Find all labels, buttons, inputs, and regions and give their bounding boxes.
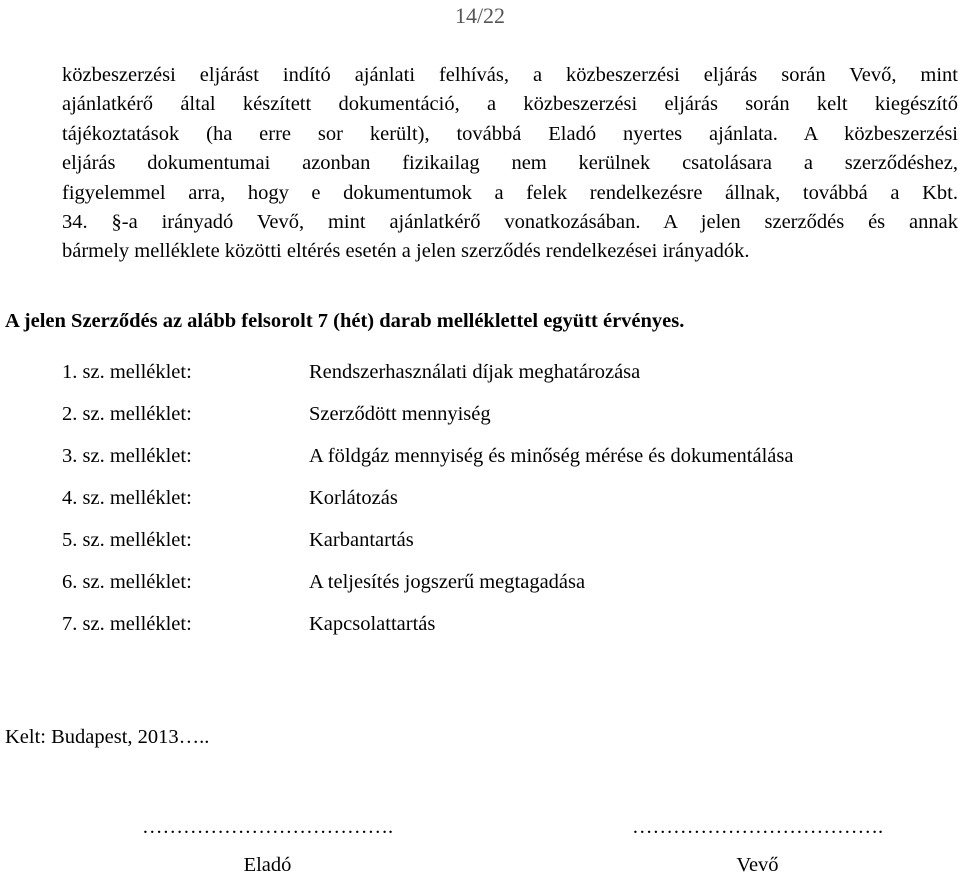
annex-title: Kapcsolattartás: [309, 613, 436, 635]
annex-title: Karbantartás: [309, 529, 414, 551]
annex-number: 6. sz. melléklet:: [62, 571, 192, 593]
annex-item: [62, 568, 942, 610]
seller-signature-block: [75, 813, 460, 879]
annex-title: A földgáz mennyiség és minőség mérése és dokumentálása: [309, 445, 794, 467]
paragraph-line: tájékoztatások (ha erre sor került), továbbá Eladó nyertes ajánlata. A közbeszerzési: [62, 122, 958, 145]
annex-item: [62, 484, 942, 526]
annex-item: [62, 526, 942, 568]
signatory-role: Eladó: [243, 854, 292, 876]
annex-number: 2. sz. melléklet:: [62, 403, 192, 425]
paragraph-line: közbeszerzési eljárást indító ajánlati felhívás, a közbeszerzési eljárás során Vevő, mint: [62, 64, 958, 86]
annex-title: Szerződött mennyiség: [309, 403, 491, 425]
signature-line: ……………………………….: [631, 816, 884, 838]
annex-item: [62, 442, 942, 484]
place-date: Kelt: Budapest, 2013…..: [5, 726, 210, 748]
paragraph-line: bármely melléklete közötti eltérés esetén a jelen szerződés rendelkezései irányadók.: [62, 240, 750, 263]
buyer-signature-block: [565, 813, 950, 879]
signatory-role: Vevő: [736, 854, 779, 876]
contract-paragraph: [62, 61, 958, 267]
annex-number: 7. sz. melléklet:: [62, 613, 192, 635]
annex-title: A teljesítés jogszerű megtagadása: [309, 571, 586, 593]
annex-number: 4. sz. melléklet:: [62, 487, 192, 509]
annex-heading: A jelen Szerződés az alább felsorolt 7 (hét) darab melléklettel együtt érvényes.: [5, 310, 685, 332]
paragraph-line: figyelemmel arra, hogy e dokumentumok a felek rendelkezésre állnak, továbbá a Kbt.: [62, 181, 958, 204]
annex-number: 1. sz. melléklet:: [62, 361, 192, 383]
annex-title: Rendszerhasználati díjak meghatározása: [309, 361, 641, 383]
annex-number: 5. sz. melléklet:: [62, 529, 192, 551]
annex-item: [62, 358, 942, 400]
page-number: 14/22: [454, 3, 506, 28]
annex-title: Korlátozás: [309, 487, 398, 509]
signature-line: ……………………………….: [141, 816, 394, 838]
annex-list: [62, 358, 942, 652]
paragraph-line: ajánlatkérő által készített dokumentáció, a közbeszerzési eljárás során kelt kiegészítő: [62, 93, 958, 116]
annex-item: [62, 400, 942, 442]
paragraph-line: 34. §-a irányadó Vevő, mint ajánlatkérő vonatkozásában. A jelen szerződés és annak: [62, 211, 958, 234]
paragraph-line: eljárás dokumentumai azonban fizikailag nem kerülnek csatolásara a szerződéshez,: [62, 152, 958, 175]
annex-number: 3. sz. melléklet:: [62, 445, 192, 467]
annex-item: [62, 610, 942, 652]
